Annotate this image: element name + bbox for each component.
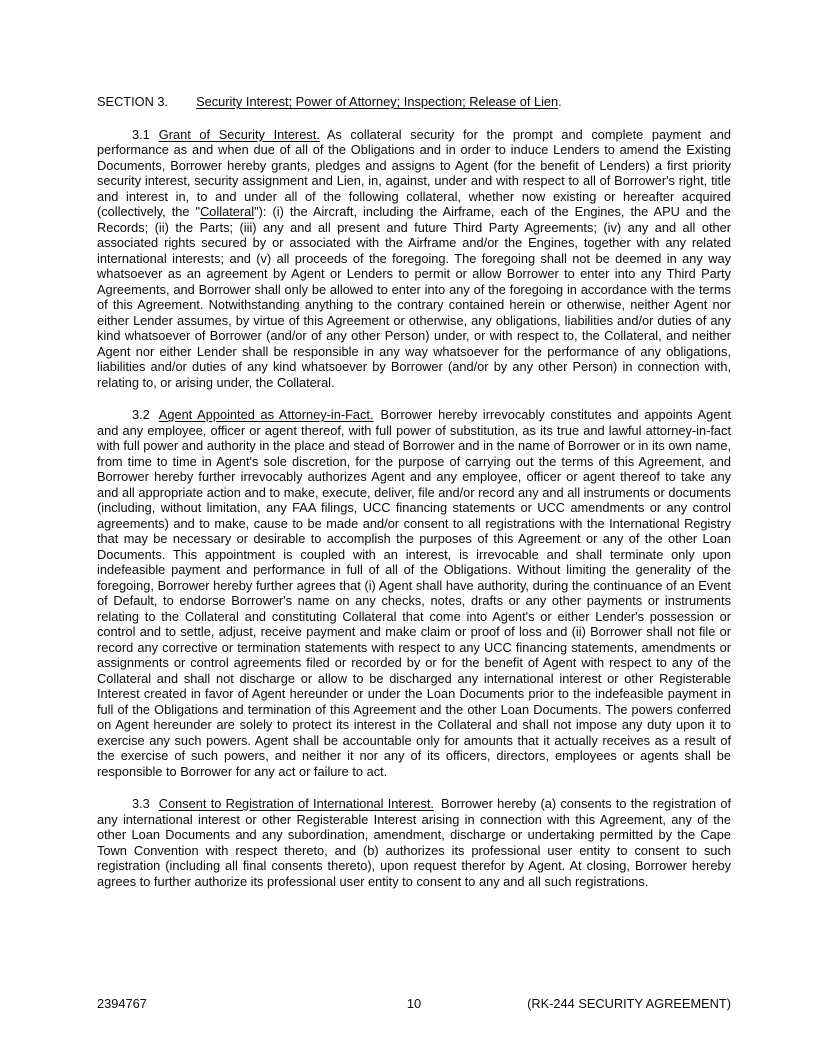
paragraph-body (97, 407, 731, 779)
paragraph-title: Grant of Security Interest. (158, 126, 320, 142)
paragraph-title: Agent Appointed as Attorney-in-Fact. (158, 407, 374, 422)
paragraph-number: 3.1 (132, 126, 150, 142)
defined-term-collateral: Collateral (200, 204, 255, 219)
section-label: SECTION 3. (97, 94, 169, 109)
paragraph-body (97, 127, 731, 390)
paragraph-body-text: As collateral security for the prompt and complete payment and performance as and when due of all of the Obligations and in order to induce Lenders to amend the Existing Documents, Borrower hereby grants, pledges and assigns to Agent (for the benefit of Lenders) a first priority security interest, security assignment and Lien, in, against, under and with respect to all of Borrower's right, title and interest in, to and under all of the following collateral, whether now existing or hereafter acquired (collectively, the " (97, 126, 731, 219)
page-footer (97, 996, 731, 1012)
paragraph-number: 3.2 (132, 407, 150, 422)
paragraph-3-2 (97, 407, 731, 779)
paragraph-title: Consent to Registration of International Interest. (158, 796, 434, 811)
section-title-period: . (558, 94, 562, 109)
footer-doc-label: (RK-244 SECURITY AGREEMENT) (527, 996, 731, 1011)
footer-doc-number: 2394767 (97, 996, 147, 1011)
paragraph-body-text: Borrower hereby irrevocably constitutes and appoints Agent and any employee, officer or agent thereof, with full power of substitution, as its true and lawful attorney-in-fact with full power and authority in the place and stead of Borrower and in the name of Borrower or in its own name, from time to time in Agent's sole discretion, for the purpose of carrying out the terms of this Agreement, and Borrower hereby further irrevocably authorizes Agent and any employee, officer or agent thereof to take any and all appropriate action and to make, execute, deliver, file and/or record any and all instruments or documents (including, without limitation, any FAA filings, UCC financing statements or UCC amendments or any control agreements) and to make, cause to be made and/or consent to all registrations with the International Registry that may be necessary or desirable to accomplish the purposes of this Agreement or any of the other Loan Documents. This appointment is coupled with an interest, is irrevocable and shall terminate only upon indefeasible payment and performance in full of all of the Obligations. Without limiting the generality of the foregoing, Borrower hereby further agrees that (i) Agent shall have authority, during the continuance of an Event of Default, to endorse Borrower's name on any checks, notes, drafts or any other payments or instruments relating to the Collateral and constituting Collateral that come into Agent's or either Lender's possession or control and to settle, adjust, receive payment and make claim or proof of loss and (ii) Borrower shall not file or record any corrective or termination statements with respect to any UCC financing statements, amendments or assignments or control agreements filed or recorded by or for the benefit of Agent with respect to any of the Collateral and shall not discharge or allow to be discharged any international interest or other Registerable Interest created in favor of Agent hereunder or under the Loan Documents prior to the indefeasible payment in full of the Obligations and termination of this Agreement and the other Loan Documents. The powers conferred on Agent hereunder are solely to protect its interest in the Collateral and shall not impose any duty upon it to exercise any such powers. Agent shall be accountable only for amounts that it actually receives as a result of the exercise of such powers, and neither it nor any of its officers, directors, employees or agents shall be responsible to Borrower for any act or failure to act. (97, 407, 732, 779)
footer-page-number: 10 (406, 996, 422, 1011)
paragraph-body-text: Borrower hereby (a) consents to the registration of any international interest or other Registerable Interest arising in connection with this Agreement, any of the other Loan Documents and any subordination, amendment, discharge or undertaking permitted by the Cape Town Convention with respect thereto, and (b) authorizes its professional user entity to consent to such registration (including all final consents thereto), upon request therefor by Agent. At closing, Borrower hereby agrees to further authorize its professional user entity to consent to any and all such registrations. (97, 796, 731, 889)
paragraph-body-text: "): (i) the Aircraft, including the Airframe, each of the Engines, the APU and the Records; (ii) the Parts; (iii) any and all present and future Third Party Agreements; (iv) any and all other associated rights secured by or associated with the Airframe and/or the Engines, together with any related international interests; and (v) all proceeds of the foregoing. The foregoing shall not be deemed in any way whatsoever as an agreement by Agent or Lenders to permit or allow Borrower to enter into any Third Party Agreements, and Borrower shall only be allowed to enter into any of the foregoing in accordance with the terms of this Agreement. Notwithstanding anything to the contrary contained herein or otherwise, neither Agent nor either Lender assumes, by virtue of this Agreement or otherwise, any obligations, liabilities and/or duties of any kind whatsoever of Borrower (and/or of any other Person) under, or with respect to, the Collateral, and neither Agent nor either Lender shall be responsible in any way whatsoever for the performance of any obligations, liabilities and/or duties of any kind whatsoever by Borrower (and/or by any other Person) in connection with, relating to, or arising under, the Collateral. (97, 204, 731, 390)
paragraph-number: 3.3 (132, 796, 150, 811)
paragraph-3-1 (97, 127, 731, 391)
section-heading (97, 94, 731, 110)
section-title: Security Interest; Power of Attorney; Inspection; Release of Lien (196, 94, 559, 109)
paragraph-3-3 (97, 796, 731, 889)
